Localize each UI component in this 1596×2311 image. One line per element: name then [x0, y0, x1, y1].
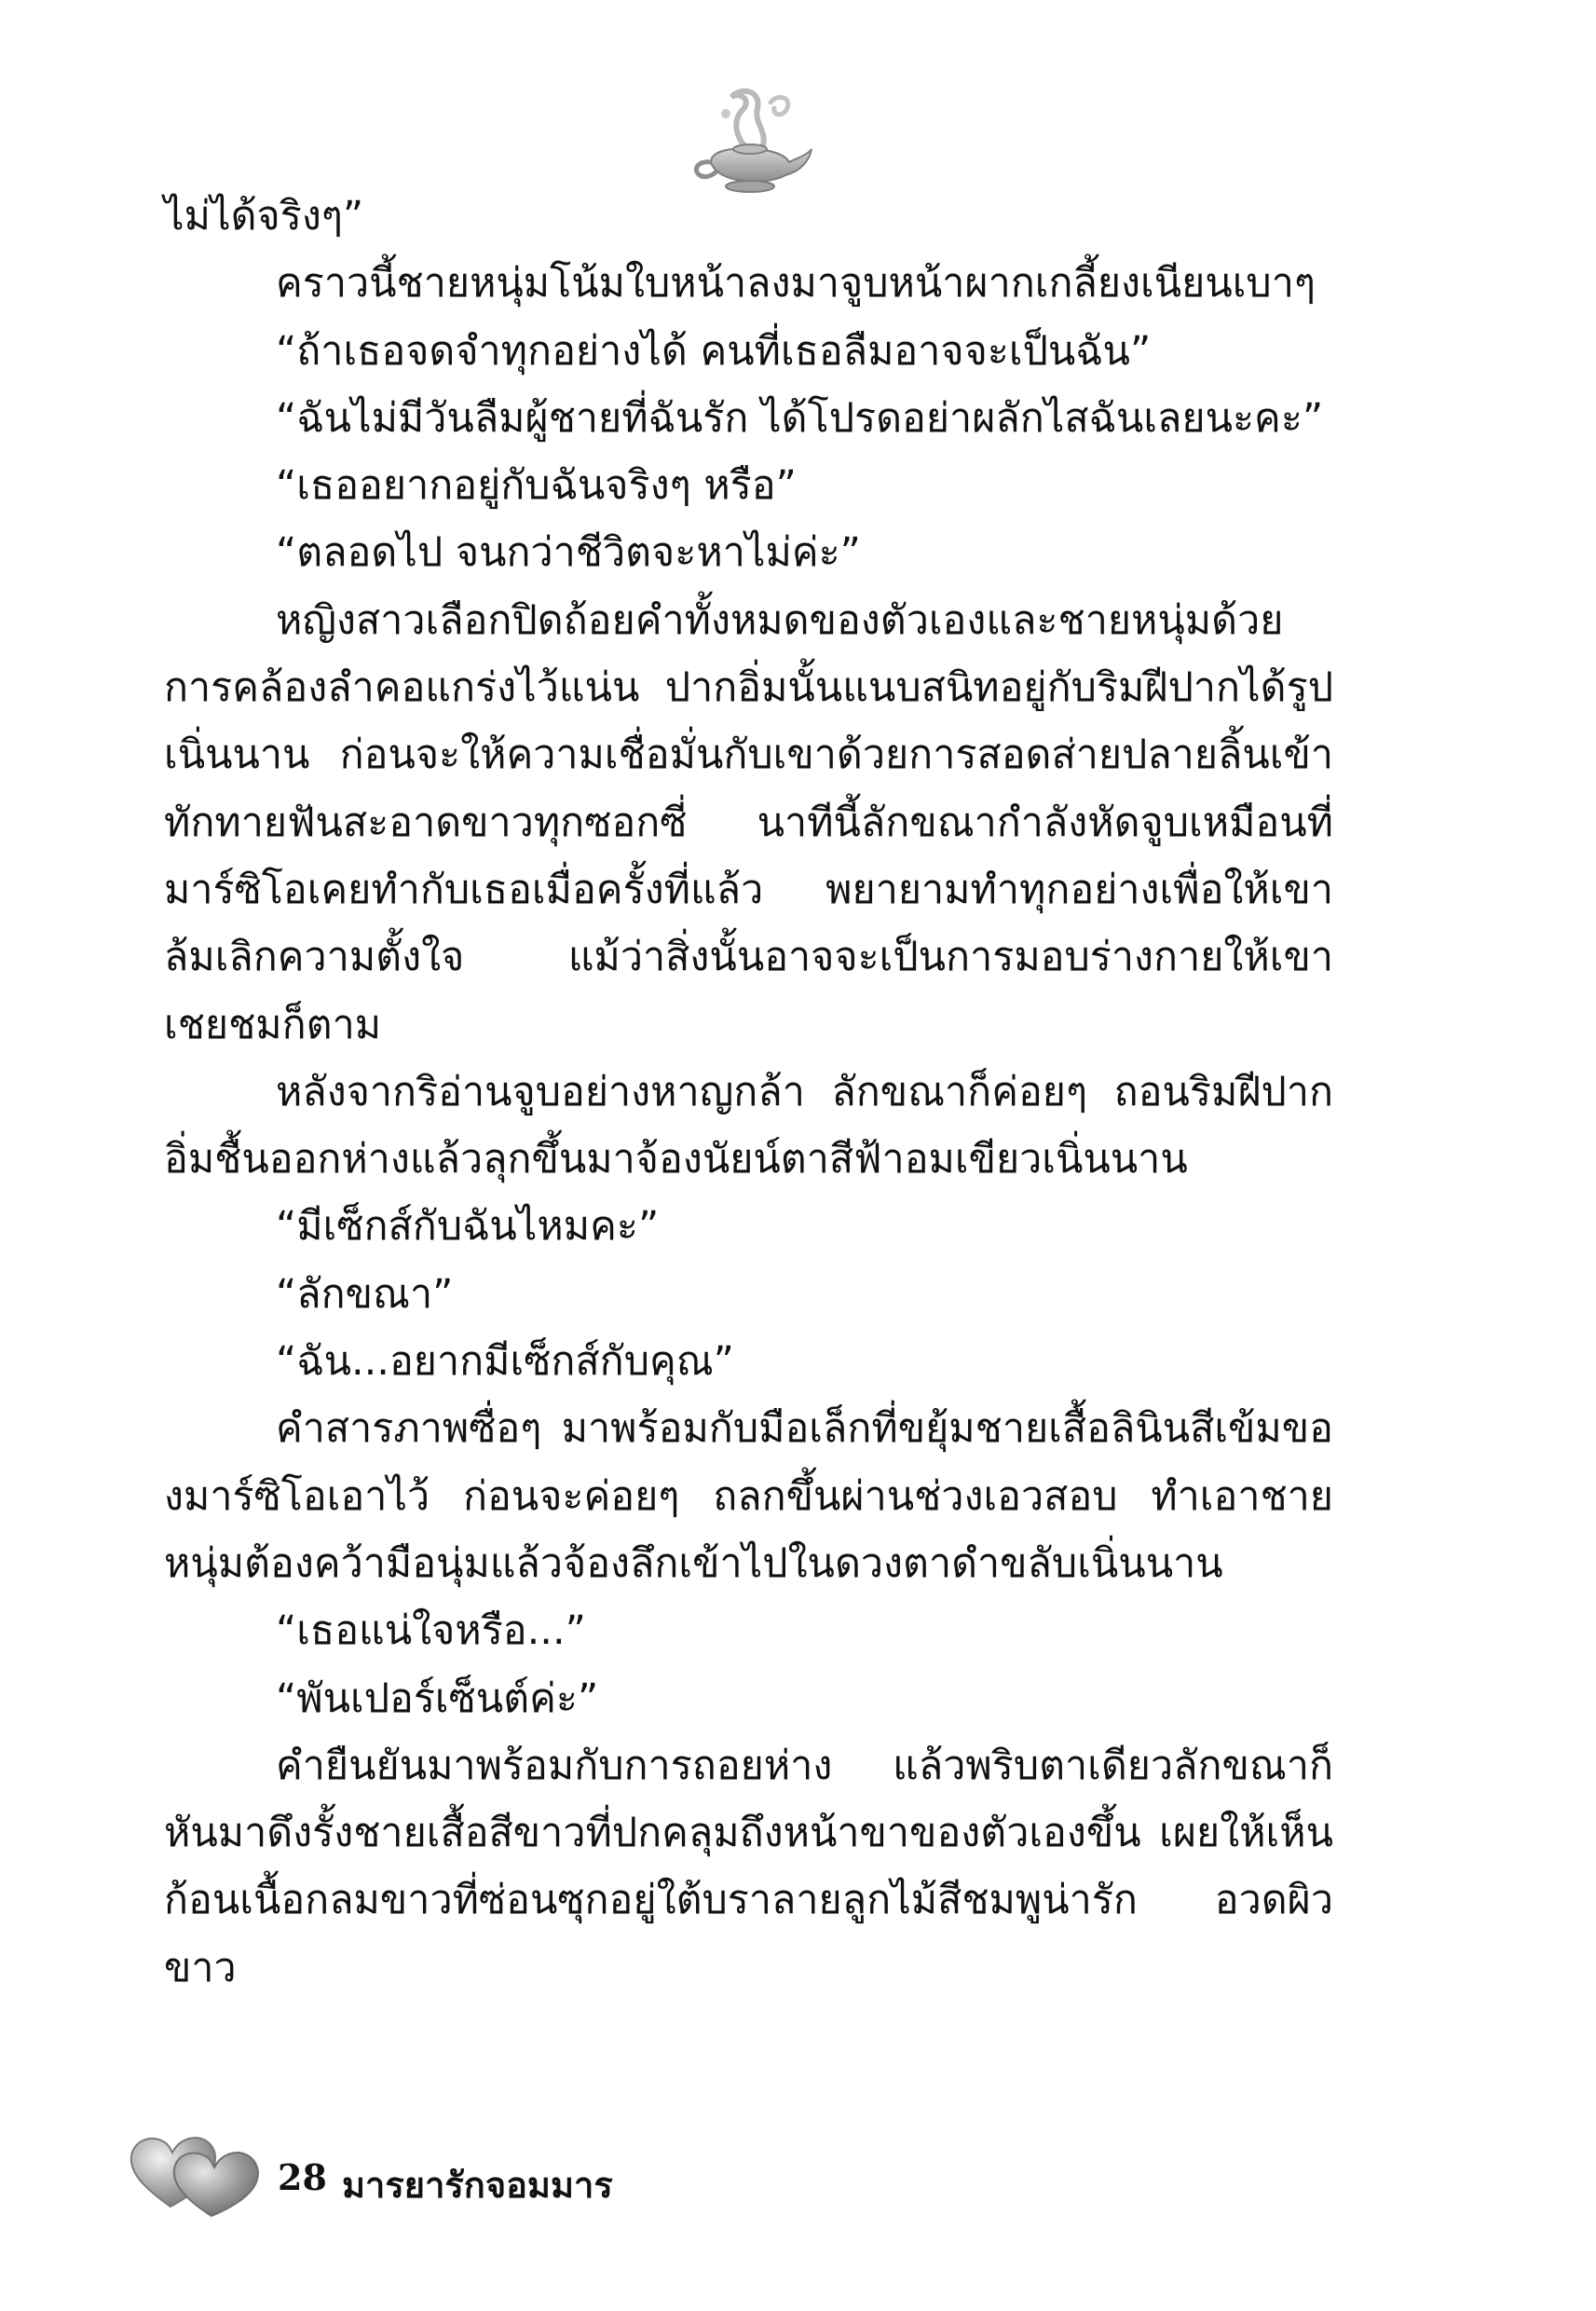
paragraph: คราวนี้ชายหนุ่มโน้มใบหน้าลงมาจูบหน้าผากเกลี้ยงเนียนเบาๆ	[276, 260, 1316, 308]
paragraph: “เธอแน่ใจหรือ...”	[276, 1607, 586, 1655]
paragraph: คำยืนยันมาพร้อมกับการถอยห่าง แล้วพริบตาเดียวลักขณาก็หันมาดึงรั้งชายเสื้อสีขาวที่ปกคลุมถึงหน้าขาของตัวเองขึ้น เผยให้เห็นก้อนเนื้อกลมขาวที่ซ่อนซุกอยู่ใต้บราลายลูกไม้สีชมพูน่ารัก อวดผิวขาว	[164, 1742, 1333, 1991]
story-text	[164, 183, 1333, 2002]
page-number: 28	[278, 2156, 327, 2198]
paragraph: หลังจากริอ่านจูบอย่างหาญกล้า ลักขณาก็ค่อยๆ ถอนริมฝีปากอิ่มชื้นออกห่างแล้วลุกขึ้นมาจ้องนัยน์ตาสีฟ้าอมเขียวเนิ่นนาน	[164, 1068, 1333, 1183]
page-footer	[126, 2126, 778, 2229]
hearts-icon	[126, 2126, 275, 2220]
genie-lamp-icon	[685, 84, 815, 196]
paragraph: “ฉันไม่มีวันลืมผู้ชายที่ฉันรัก ได้โปรดอย่าผลักไสฉันเลยนะคะ”	[276, 394, 1324, 442]
book-title: มารยารักจอมมาร	[342, 2165, 613, 2206]
paragraph: “ลักขณา”	[276, 1270, 454, 1318]
paragraph: “เธออยากอยู่กับฉันจริงๆ หรือ”	[276, 462, 797, 510]
paragraph: หญิงสาวเลือกปิดถ้อยคำทั้งหมดของตัวเองและชายหนุ่มด้วยการคล้องลำคอแกร่งไว้แน่น ปากอิ่มนั้นแนบสนิทอยู่กับริมฝีปากได้รูปเนิ่นนาน ก่อนจะให้ความเชื่อมั่นกับเขาด้วยการสอดส่ายปลายลิ้นเข้าทักทายฟันสะอาดขาวทุกซอกซี่ นาทีนี้ลักขณากำลังหัดจูบเหมือนที่มาร์ซิโอเคยทำกับเธอเมื่อครั้งที่แล้ว พยายามทำทุกอย่างเพื่อให้เขาล้มเลิกความตั้งใจ แม้ว่าสิ่งนั้นอาจจะเป็นการมอบร่างกายให้เขาเชยชมก็ตาม	[164, 596, 1333, 1048]
paragraph: คำสารภาพซื่อๆ มาพร้อมกับมือเล็กที่ขยุ้มชายเสื้อลินินสีเข้มของมาร์ซิโอเอาไว้ ก่อนจะค่อยๆ ถลกขึ้นผ่านช่วงเอวสอบ ทำเอาชายหนุ่มต้องคว้ามือนุ่มแล้วจ้องลึกเข้าไปในดวงตาดำขลับเนิ่นนาน	[164, 1405, 1333, 1587]
paragraph: “ตลอดไป จนกว่าชีวิตจะหาไม่ค่ะ”	[276, 529, 861, 577]
paragraph: “มีเซ็กส์กับฉันไหมคะ”	[276, 1203, 660, 1251]
paragraph: “พันเปอร์เซ็นต์ค่ะ”	[276, 1675, 599, 1722]
paragraph: “ถ้าเธอจดจำทุกอย่างได้ คนที่เธอลืมอาจจะเป็นฉัน”	[276, 327, 1152, 375]
paragraph: “ฉัน...อยากมีเซ็กส์กับคุณ”	[276, 1338, 734, 1386]
paragraph: ไม่ได้จริงๆ”	[164, 193, 364, 239]
